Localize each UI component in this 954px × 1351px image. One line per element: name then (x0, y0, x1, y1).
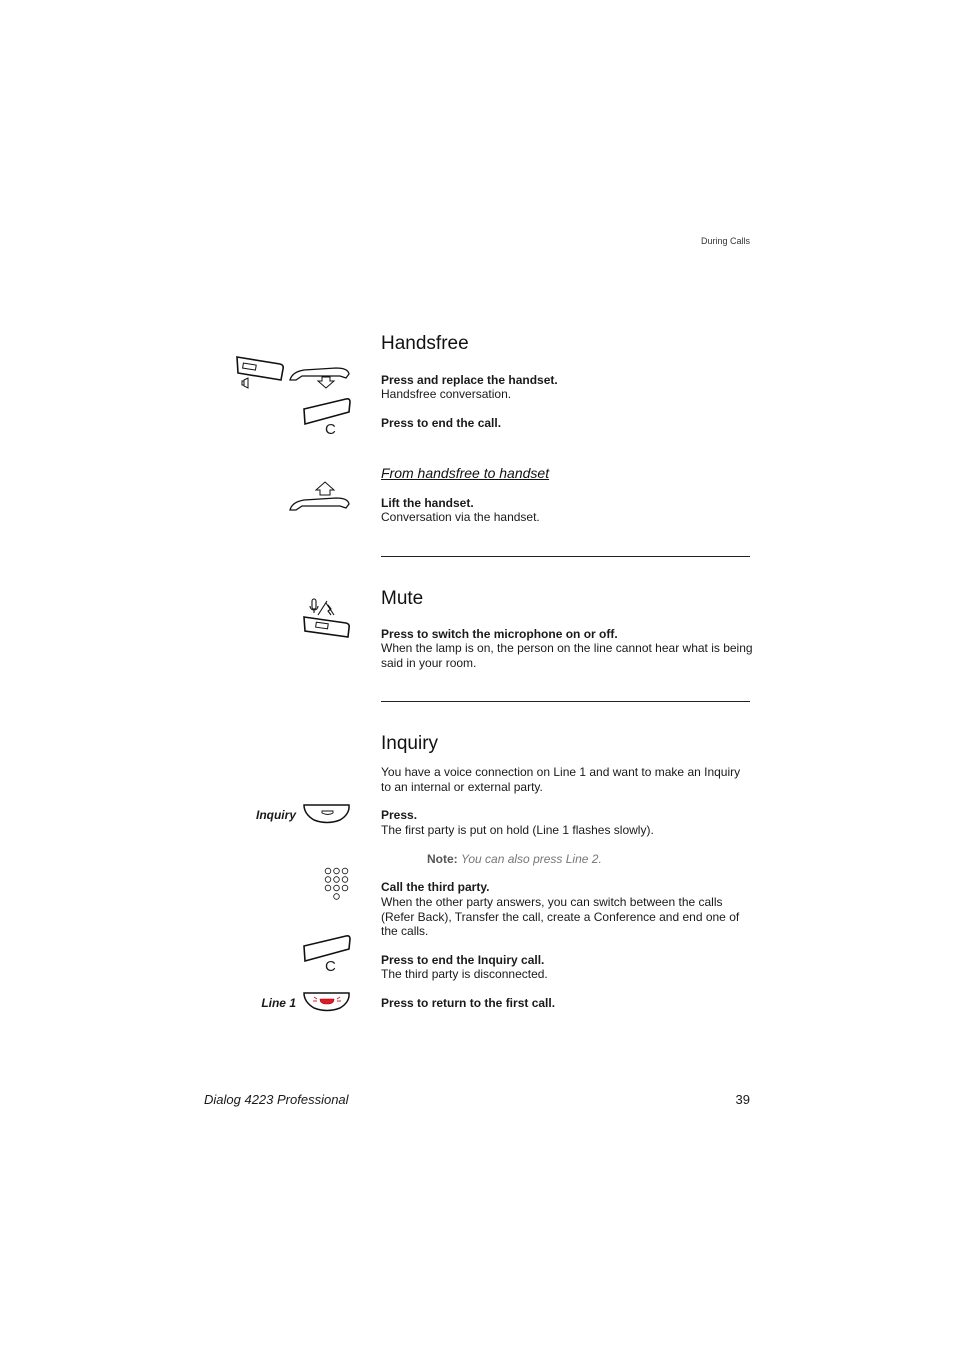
clear-key-label: C (325, 421, 336, 438)
inquiry-step2-description: When the other party answers, you can switch between the calls (Refer Back), Transfer the call, create a Conference and end one of the calls. (381, 895, 740, 938)
inquiry-step4-instruction: Press to return to the first call. (381, 996, 556, 1010)
handsfree-step1-description: Handsfree conversation. (381, 387, 512, 401)
handset-replace-icon (288, 364, 352, 392)
inquiry-key-icon (302, 803, 352, 825)
inquiry-step3-description: The third party is disconnected. (381, 967, 548, 981)
mute-key-icon (302, 599, 352, 643)
inquiry-step1-description: The first party is put on hold (Line 1 flashes slowly). (381, 823, 654, 837)
handsfree-title: Handsfree (381, 333, 469, 354)
inquiry-step2-instruction: Call the third party. (381, 880, 490, 894)
inquiry-note (427, 852, 602, 866)
handsfree-step3-description: Conversation via the handset. (381, 510, 540, 524)
running-header: During Calls (700, 236, 750, 246)
mute-step1-description: When the lamp is on, the person on the line cannot hear what is being said in your room. (381, 641, 753, 670)
inquiry-title: Inquiry (381, 733, 439, 754)
handsfree-step1-instruction: Press and replace the handset. (381, 373, 558, 387)
section-divider (381, 701, 750, 702)
line1-key-label: Line 1 (261, 996, 296, 1010)
handset-lift-icon (288, 482, 352, 512)
inquiry-key-label: Inquiry (255, 808, 296, 822)
note-label: Note: (427, 852, 458, 866)
keypad-icon (324, 867, 352, 903)
section-divider (381, 556, 750, 557)
footer-product: Dialog 4223 Professional (204, 1092, 349, 1107)
inquiry-intro: You have a voice connection on Line 1 and want to make an Inquiry to an internal or external party. (381, 765, 741, 794)
inquiry-step3-instruction: Press to end the Inquiry call. (381, 953, 545, 967)
handsfree-step2-instruction: Press to end the call. (381, 416, 502, 430)
handsfree-subtitle: From handsfree to handset (381, 465, 550, 481)
mute-title: Mute (381, 588, 424, 609)
clear-key-label: C (325, 958, 336, 975)
mute-step1-instruction: Press to switch the microphone on or off. (381, 627, 618, 641)
footer-page-number: 39 (735, 1092, 750, 1107)
speaker-key-icon (234, 352, 286, 392)
line1-key-icon (302, 991, 352, 1013)
note-text: You can also press Line 2. (461, 852, 602, 866)
inquiry-step1-instruction: Press. (381, 808, 418, 822)
handsfree-step3-instruction: Lift the handset. (381, 496, 474, 510)
